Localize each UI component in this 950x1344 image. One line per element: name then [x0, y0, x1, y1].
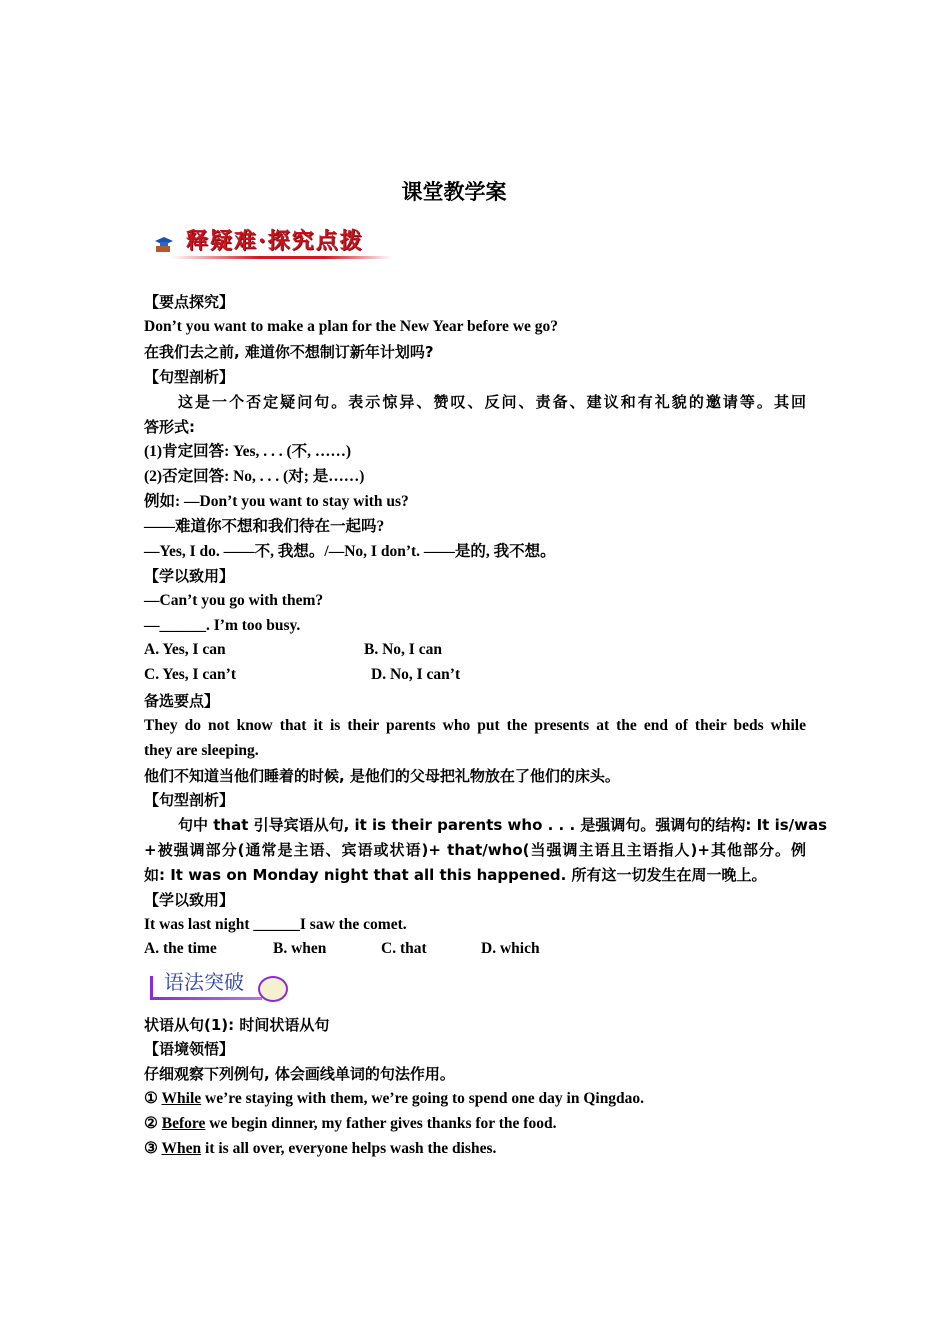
- paragraph-line: 句中 that 引导宾语从句, it is their parents who . . . 是强调句。强调句的结构: It is/was: [178, 816, 828, 834]
- item-number: ②: [144, 1115, 158, 1132]
- question: —Can’t you go with them?: [144, 592, 324, 609]
- question: —______. I’m too busy.: [144, 617, 301, 634]
- question: It was last night ______I saw the comet.: [144, 916, 407, 933]
- heading: 【语境领悟】: [144, 1040, 235, 1058]
- example-line: ——难道你不想和我们待在一起吗?: [144, 518, 385, 535]
- heading: 【学以致用】: [144, 891, 235, 909]
- answer-form: (1)肯定回答: Yes, . . . (不, ……): [144, 443, 352, 460]
- section-banner-explore: [150, 222, 395, 264]
- instruction: 仔细观察下列例句, 体会画线单词的句法作用。: [144, 1065, 455, 1083]
- example-item: [144, 1089, 806, 1109]
- heading: 备选要点】: [144, 692, 220, 710]
- example-item: [144, 1114, 806, 1134]
- option-b: B. No, I can: [364, 641, 442, 658]
- option-c: C. that: [381, 940, 427, 957]
- banner-underline: [170, 256, 392, 259]
- grammar-title: 状语从句(1): 时间状语从句: [144, 1016, 330, 1034]
- option-d: D. which: [481, 940, 540, 957]
- example-sentence: They do not know that it is their parents who put the presents at the end of their beds while: [144, 717, 806, 734]
- item-text: we begin dinner, my father gives thanks for the food.: [205, 1115, 557, 1132]
- item-number: ①: [144, 1090, 158, 1107]
- translation: 他们不知道当他们睡着的时候, 是他们的父母把礼物放在了他们的床头。: [144, 767, 620, 785]
- example-sentence: they are sleeping.: [144, 742, 259, 759]
- paragraph-line: 如: It was on Monday night that all this happened. 所有这一切发生在周一晚上。: [144, 866, 767, 884]
- answer-form: (2)否定回答: No, . . . (对; 是……): [144, 468, 365, 485]
- translation: 在我们去之前, 难道你不想制订新年计划吗?: [144, 343, 434, 361]
- underlined-word: While: [161, 1090, 202, 1107]
- option-c: C. Yes, I can’t: [144, 666, 236, 683]
- underlined-word: Before: [161, 1115, 206, 1132]
- example-line: —Yes, I do. ——不, 我想。/—No, I don’t. ——是的, 我不想。: [144, 543, 556, 560]
- option-b: B. when: [273, 940, 327, 957]
- graduation-cap-book-icon: [154, 234, 174, 254]
- paragraph-line: 这是一个否定疑问句。表示惊异、赞叹、反问、责备、建议和有礼貌的邀请等。其回: [178, 393, 806, 411]
- page-title: 课堂教学案: [401, 180, 507, 204]
- heading: 【句型剖析】: [144, 791, 235, 809]
- example-line: 例如: —Don’t you want to stay with us?: [144, 493, 409, 510]
- section-banner-grammar: [148, 966, 288, 1002]
- heading: 【句型剖析】: [144, 368, 235, 386]
- open-book-icon: [258, 976, 288, 1002]
- option-a: A. Yes, I can: [144, 641, 226, 658]
- underlined-word: When: [161, 1140, 202, 1157]
- item-number: ③: [144, 1140, 158, 1157]
- banner-title: 语法突破: [164, 970, 244, 994]
- banner-underline: [150, 997, 262, 1000]
- example-sentence: Don’t you want to make a plan for the New Year before we go?: [144, 318, 559, 335]
- item-text: we’re staying with them, we’re going to spend one day in Qingdao.: [201, 1090, 645, 1107]
- paragraph-line: +被强调部分(通常是主语、宾语或状语)+ that/who(当强调主语且主语指人)+其他部分。例: [144, 841, 806, 859]
- option-a: A. the time: [144, 940, 217, 957]
- paragraph-line: 答形式:: [144, 418, 195, 436]
- heading: 【学以致用】: [144, 567, 235, 585]
- item-text: it is all over, everyone helps wash the dishes.: [201, 1140, 497, 1157]
- example-item: [144, 1139, 806, 1159]
- banner-title: 释疑难·探究点拨: [186, 228, 364, 254]
- option-d: D. No, I can’t: [371, 666, 461, 683]
- heading: 【要点探究】: [144, 293, 235, 311]
